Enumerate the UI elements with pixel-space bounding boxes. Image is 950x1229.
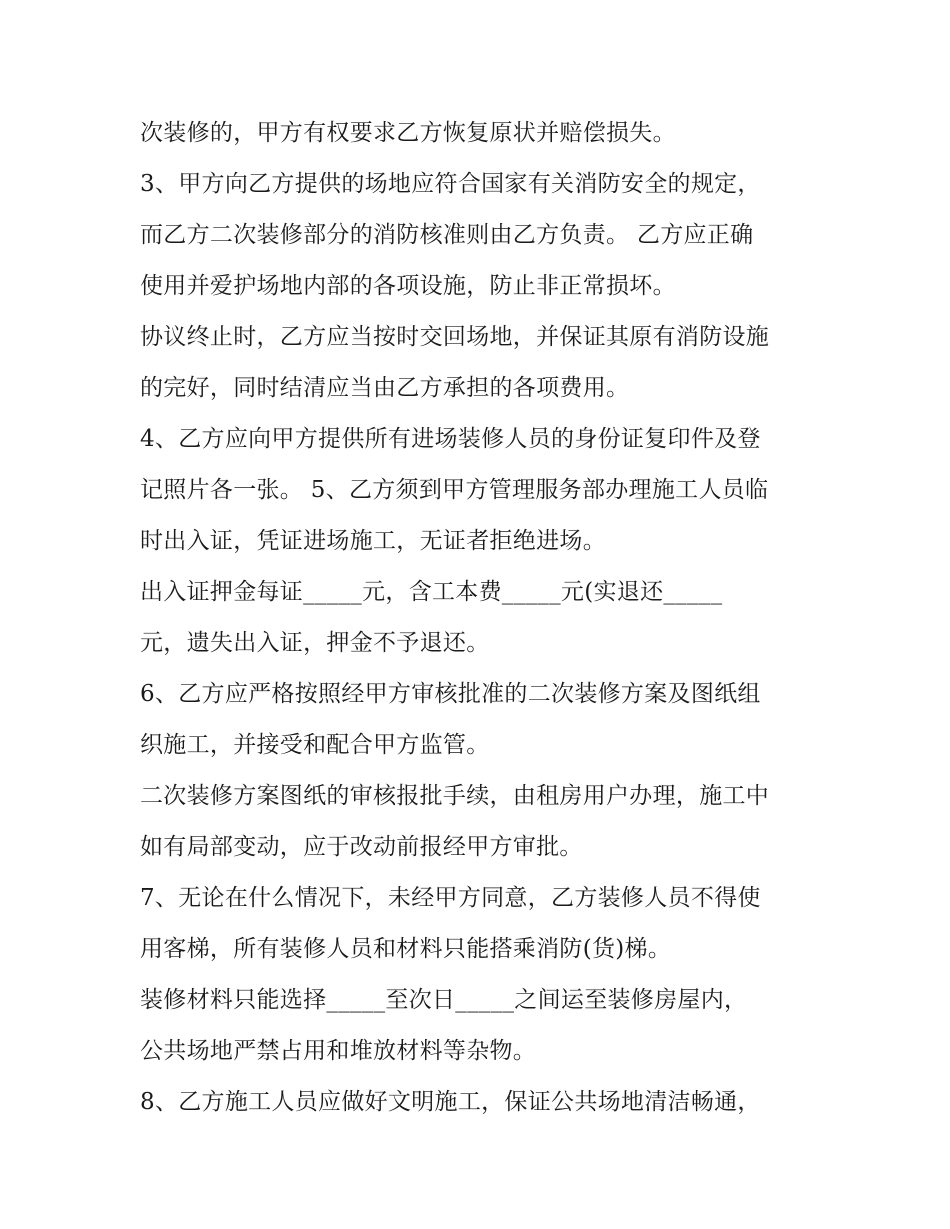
text-line: 的完好，同时结清应当由乙方承担的各项费用。 [140,375,630,401]
text-line: 协议终止时，乙方应当按时交回场地，并保证其原有消防设施 [140,324,770,350]
text-line: 元，遗失出入证，押金不予退还。 [140,630,490,656]
text-line: 3、甲方向乙方提供的场地应符合国家有关消防安全的规定， [140,171,761,197]
text-line: 次装修的，甲方有权要求乙方恢复原状并赔偿损失。 [140,120,676,146]
text-line: 而乙方二次装修部分的消防核准则由乙方负责。 乙方应正确 [140,222,754,248]
text-line: 8、乙方施工人员应做好文明施工，保证公共场地清洁畅通， [140,1089,761,1115]
text-line: 公共场地严禁占用和堆放材料等杂物。 [140,1038,537,1064]
text-line: 记照片各一张。 5、乙方须到甲方管理服务部办理施工人员临 [140,477,769,503]
document-body [140,108,820,1128]
text-line: 织施工，并接受和配合甲方监管。 [140,732,490,758]
text-line: 用客梯，所有装修人员和材料只能搭乘消防(货)梯。 [140,936,672,962]
text-line: 装修材料只能选择_____至次日_____之间运至装修房屋内， [140,987,748,1013]
text-line: 6、乙方应严格按照经甲方审核批准的二次装修方案及图纸组 [140,681,761,707]
text-line: 如有局部变动，应于改动前报经甲方审批。 [140,834,583,860]
text-line: 时出入证，凭证进场施工，无证者拒绝进场。 [140,528,606,554]
text-line: 出入证押金每证_____元，含工本费_____元(实退还_____ [140,579,723,605]
text-line: 7、无论在什么情况下，未经甲方同意，乙方装修人员不得使 [140,885,761,911]
text-line: 4、乙方应向甲方提供所有进场装修人员的身份证复印件及登 [140,426,761,452]
text-line: 使用并爱护场地内部的各项设施，防止非正常损坏。 [140,273,676,299]
text-line: 二次装修方案图纸的审核报批手续，由租房用户办理，施工中 [140,783,770,809]
